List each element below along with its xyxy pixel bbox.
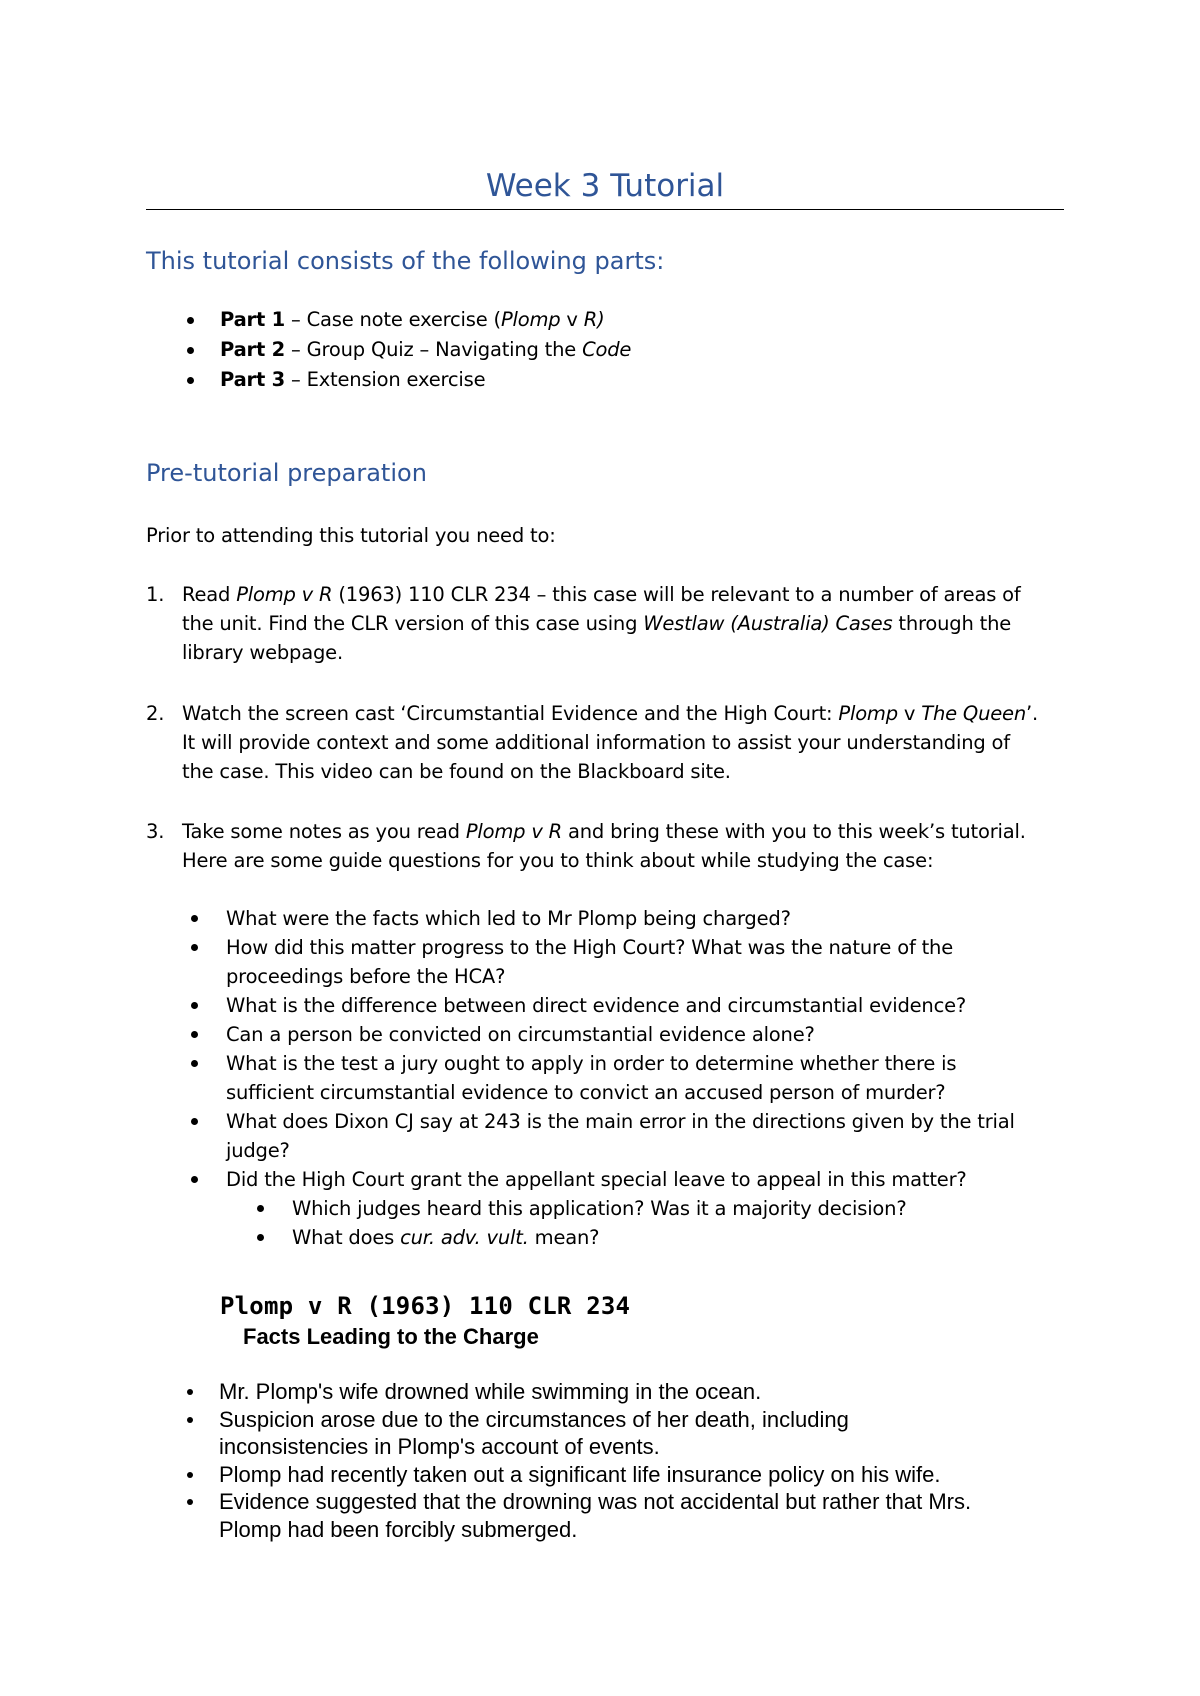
part-label: Part 1 [220,308,286,331]
part-text: Group Quiz – Navigating the [306,338,583,361]
sub-questions-list [146,1194,1064,1252]
bullet-icon [191,1118,198,1125]
bullet-icon [187,347,194,354]
list-item-part-2 [146,335,631,365]
bullet-icon [187,377,194,384]
item-line: It will provide context and some additional information to assist your understanding of [182,731,1010,754]
bullet-icon [187,1472,193,1478]
list-item: Suspicion arose due to the circumstances of her death, including inconsistencies in Plomp's account of events. [146,1406,1086,1461]
parts-heading: This tutorial consists of the following parts: [146,247,665,275]
list-item: Did the High Court grant the appellant special leave to appeal in this matter? [146,1165,1064,1194]
bullet-icon [187,1499,193,1505]
list-item: Mr. Plomp's wife drowned while swimming in the ocean. [146,1378,1086,1406]
item-number: 1. [146,583,165,606]
bullet-icon [187,1417,193,1423]
list-item: Can a person be convicted on circumstantial evidence alone? [146,1020,1064,1049]
bullet-icon [191,1060,198,1067]
parts-list [146,305,631,395]
case-subtitle: Facts Leading to the Charge [243,1324,539,1349]
separator: – [285,308,307,331]
bullet-icon [191,944,198,951]
bullet-icon [187,317,194,324]
part-text: Extension exercise [306,368,486,391]
case-name-italic: Plomp [500,308,561,331]
part-label: Part 3 [220,368,286,391]
list-item-part-3 [146,365,631,395]
item-line: library webpage. [182,641,343,664]
item-line: Take some notes as you read Plomp v R and bring these with you to this week’s tutorial. [182,820,1026,843]
page-title: Week 3 Tutorial [485,168,725,204]
prep-heading: Pre-tutorial preparation [146,459,427,487]
title-divider [146,209,1064,210]
case-title: Plomp v R (1963) 110 CLR 234 [220,1292,631,1320]
separator: – [285,368,307,391]
item-line: Read Plomp v R (1963) 110 CLR 234 – this case will be relevant to a number of areas of [182,583,1021,606]
bullet-icon [257,1205,264,1212]
item-line: the unit. Find the CLR version of this case using Westlaw (Australia) Cases through the [182,612,1012,635]
guide-questions-list [146,904,1064,1252]
bullet-icon [191,915,198,922]
list-item-part-1 [146,305,631,335]
list-item: How did this matter progress to the High Court? What was the nature of the proceedings before the HCA? [146,933,1064,991]
item-line: Watch the screen cast ‘Circumstantial Evidence and the High Court: Plomp v The Queen’. [182,702,1038,725]
code-italic: Code [582,338,632,361]
list-item: What is the test a jury ought to apply in order to determine whether there is sufficient circumstantial evidence to convict an accused person of murder? [146,1049,1064,1107]
bullet-icon [191,1031,198,1038]
item-line: Here are some guide questions for you to think about while studying the case: [182,849,934,872]
item-number: 3. [146,820,165,843]
part-label: Part 2 [220,338,286,361]
intro-paragraph: Prior to attending this tutorial you need to: [146,524,556,547]
separator: – [285,338,307,361]
case-name-v: v [560,308,584,331]
list-item: What is the difference between direct evidence and circumstantial evidence? [146,991,1064,1020]
list-item: Evidence suggested that the drowning was not accidental but rather that Mrs. Plomp had been forcibly submerged. [146,1488,1086,1543]
sub-list-container [146,1194,1064,1252]
bullet-icon [187,1389,193,1395]
list-item: What does Dixon CJ say at 243 is the main error in the directions given by the trial judge? [146,1107,1064,1165]
facts-list [146,1378,1086,1543]
item-line: the case. This video can be found on the Blackboard site. [182,760,731,783]
bullet-icon [257,1234,264,1241]
case-name-italic: R) [583,308,605,331]
bullet-icon [191,1176,198,1183]
list-item: What were the facts which led to Mr Plomp being charged? [146,904,1064,933]
list-item: Which judges heard this application? Was it a majority decision? [146,1194,1064,1223]
item-number: 2. [146,702,165,725]
list-item: What does cur. adv. vult. mean? [146,1223,1064,1252]
bullet-icon [191,1002,198,1009]
part-text: Case note exercise ( [306,308,501,331]
list-item: Plomp had recently taken out a significant life insurance policy on his wife. [146,1461,1086,1489]
